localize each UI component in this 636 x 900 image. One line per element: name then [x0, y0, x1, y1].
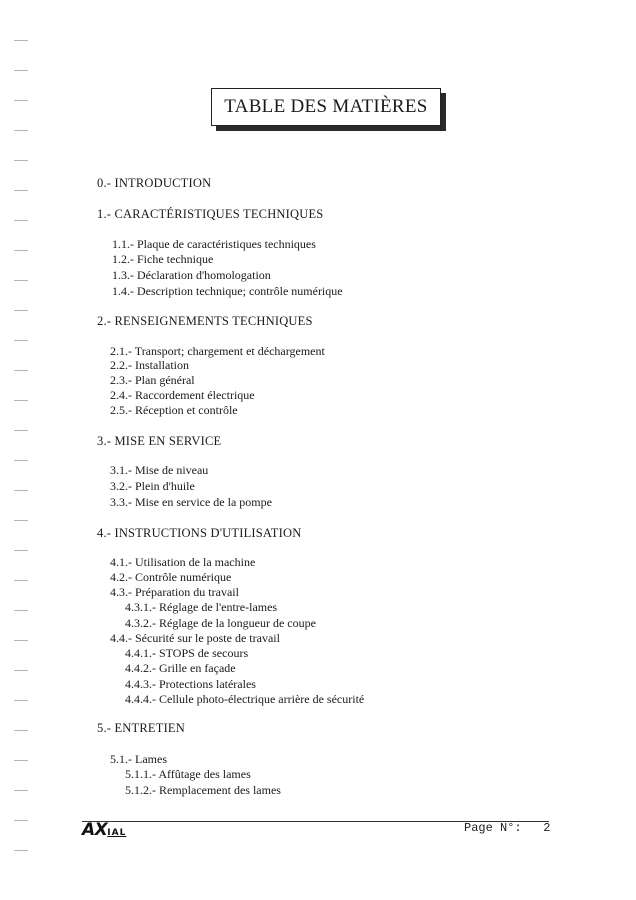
binder-mark [14, 850, 28, 851]
binder-mark [14, 520, 28, 521]
toc-item: 4.4.- Sécurité sur le poste de travail [110, 631, 280, 645]
binder-mark [14, 190, 28, 191]
binder-mark [14, 700, 28, 701]
company-logo [82, 820, 126, 840]
toc-subitem: 5.1.2.- Remplacement des lames [125, 783, 281, 797]
binder-mark [14, 250, 28, 251]
toc-item: 5.1.- Lames [110, 752, 167, 766]
binder-mark [14, 550, 28, 551]
binder-mark [14, 100, 28, 101]
binder-mark [14, 340, 28, 341]
binder-mark [14, 490, 28, 491]
toc-section: 4.- INSTRUCTIONS D'UTILISATION [97, 526, 302, 540]
toc-item: 2.5.- Réception et contrôle [110, 403, 238, 417]
toc-subitem: 4.4.2.- Grille en façade [125, 661, 236, 675]
page-title: TABLE DES MATIÈRES [224, 96, 428, 117]
toc-section: 0.- INTRODUCTION [97, 176, 212, 190]
toc-item: 3.1.- Mise de niveau [110, 463, 209, 477]
toc-item: 1.3.- Déclaration d'homologation [112, 268, 271, 282]
toc-item: 4.1.- Utilisation de la machine [110, 555, 256, 569]
toc-item: 1.2.- Fiche technique [112, 252, 214, 266]
toc-subitem: 4.4.4.- Cellule photo-électrique arrière de sécurité [125, 692, 365, 706]
binder-mark [14, 610, 28, 611]
binder-mark [14, 130, 28, 131]
binder-mark [14, 400, 28, 401]
toc-item: 2.1.- Transport; chargement et déchargement [110, 344, 325, 358]
page-number [464, 821, 550, 835]
logo-text: AX [82, 820, 108, 840]
toc-subitem: 5.1.1.- Affûtage des lames [125, 767, 251, 781]
toc-section: 5.- ENTRETIEN [97, 721, 185, 735]
binder-mark [14, 460, 28, 461]
page-number-value: 2 [543, 821, 551, 835]
binder-mark [14, 820, 28, 821]
binder-mark [14, 310, 28, 311]
toc-subitem: 4.3.1.- Réglage de l'entre-lames [125, 600, 278, 614]
toc-item: 2.4.- Raccordement électrique [110, 388, 255, 402]
toc-item: 2.2.- Installation [110, 358, 189, 372]
toc-item: 3.3.- Mise en service de la pompe [110, 495, 272, 509]
toc-item: 1.1.- Plaque de caractéristiques techniques [112, 237, 316, 251]
binder-mark [14, 40, 28, 41]
binder-mark [14, 370, 28, 371]
toc-item: 2.3.- Plan général [110, 373, 195, 387]
binder-mark [14, 640, 28, 641]
toc-subitem: 4.4.1.- STOPS de secours [125, 646, 249, 660]
binder-mark [14, 70, 28, 71]
binder-mark [14, 280, 28, 281]
binder-mark [14, 160, 28, 161]
binder-mark [14, 670, 28, 671]
binder-mark [14, 430, 28, 431]
binder-mark [14, 790, 28, 791]
toc-item: 1.4.- Description technique; contrôle numérique [112, 284, 343, 298]
binder-mark [14, 220, 28, 221]
toc-item: 3.2.- Plein d'huile [110, 479, 195, 493]
toc-subitem: 4.3.2.- Réglage de la longueur de coupe [125, 616, 316, 630]
binder-marks [14, 40, 30, 890]
toc-item: 4.3.- Préparation du travail [110, 585, 239, 599]
binder-mark [14, 580, 28, 581]
page-label: Page N°: [464, 821, 522, 835]
logo-suffix: IAL [107, 828, 127, 838]
binder-mark [14, 760, 28, 761]
toc-section: 2.- RENSEIGNEMENTS TECHNIQUES [97, 314, 313, 328]
title-box [211, 88, 441, 126]
binder-mark [14, 730, 28, 731]
toc-section: 3.- MISE EN SERVICE [97, 434, 222, 448]
toc-section: 1.- CARACTÉRISTIQUES TECHNIQUES [97, 207, 324, 221]
toc-subitem: 4.4.3.- Protections latérales [125, 677, 256, 691]
toc-item: 4.2.- Contrôle numérique [110, 570, 232, 584]
